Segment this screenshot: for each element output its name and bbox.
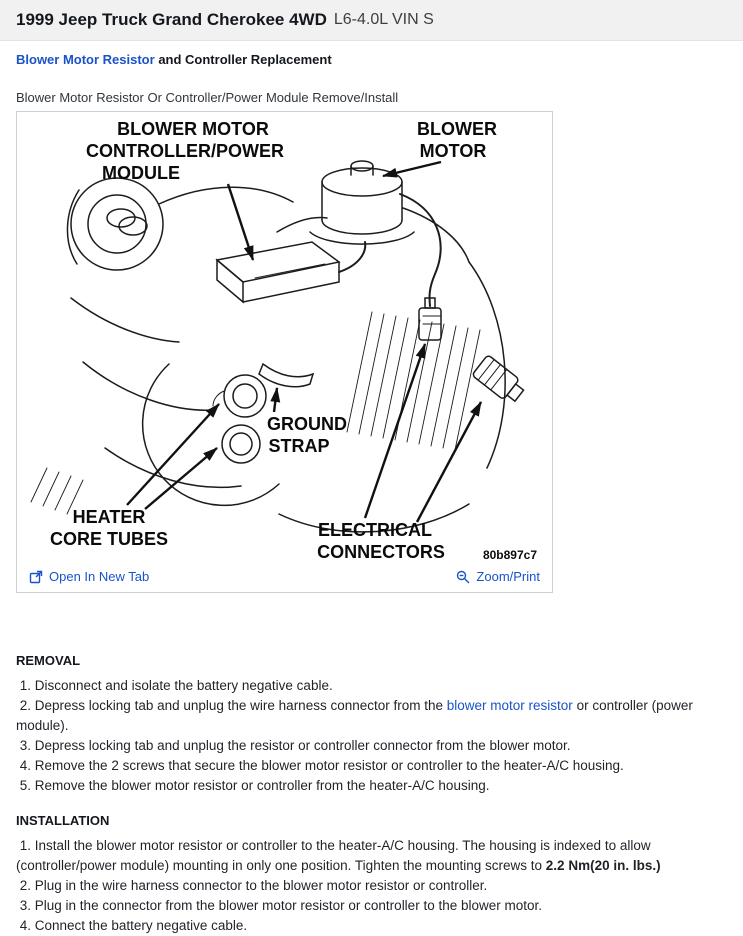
label-blower-line1: BLOWER bbox=[417, 119, 497, 139]
open-in-new-tab-icon bbox=[29, 570, 43, 584]
procedure-step bbox=[16, 696, 727, 736]
step-text: 4. Connect the battery negative cable. bbox=[16, 918, 248, 933]
procedure-step bbox=[16, 736, 727, 756]
installation-heading: INSTALLATION bbox=[16, 813, 110, 828]
breadcrumb-link-blower-motor-resistor[interactable]: Blower Motor Resistor bbox=[16, 52, 155, 67]
open-in-new-tab-link[interactable] bbox=[29, 569, 149, 584]
inline-link-blower-motor-resistor[interactable]: blower motor resistor bbox=[446, 698, 573, 713]
label-electrical-line2: CONNECTORS bbox=[317, 542, 445, 562]
zoom-print-link[interactable] bbox=[456, 569, 540, 584]
label-blower-line2: MOTOR bbox=[419, 141, 487, 161]
label-heater-line1: HEATER bbox=[72, 507, 146, 527]
diagram-labels bbox=[50, 119, 537, 562]
step-text: 2. Depress locking tab and unplug the wire harness connector from the bbox=[16, 698, 447, 713]
label-ground-line1: GROUND bbox=[267, 414, 347, 434]
step-text: 1. Disconnect and isolate the battery negative cable. bbox=[16, 678, 333, 693]
figure-id: 80b897c7 bbox=[482, 548, 537, 562]
page-title: 1999 Jeep Truck Grand Cherokee 4WD bbox=[16, 10, 327, 29]
label-ground-line2: STRAP bbox=[268, 436, 330, 456]
procedure-step bbox=[16, 876, 727, 896]
label-controller-line3: MODULE bbox=[102, 163, 180, 183]
step-text: 3. Plug in the connector from the blower motor resistor or controller to the blower motor. bbox=[16, 898, 543, 913]
procedure-step bbox=[16, 776, 727, 796]
breadcrumb-rest: and Controller Replacement bbox=[158, 52, 332, 67]
label-controller-line2: CONTROLLER/POWER bbox=[86, 141, 284, 161]
step-text: 5. Remove the blower motor resistor or controller from the heater-A/C housing. bbox=[16, 778, 490, 793]
step-text: or controller (power module). bbox=[16, 698, 697, 733]
procedure-step bbox=[16, 676, 727, 696]
procedure-step bbox=[16, 756, 727, 776]
removal-heading: REMOVAL bbox=[16, 653, 81, 668]
step-text: 3. Depress locking tab and unplug the resistor or controller connector from the blower motor. bbox=[16, 738, 571, 753]
zoom-icon bbox=[456, 570, 470, 584]
procedure-step bbox=[16, 916, 727, 936]
removal-steps bbox=[16, 676, 727, 796]
step-text: 4. Remove the 2 screws that secure the blower motor resistor or controller to the heater-A/C housing. bbox=[16, 758, 624, 773]
zoom-print-label: Zoom/Print bbox=[476, 569, 540, 584]
figure-caption: Blower Motor Resistor Or Controller/Power Module Remove/Install bbox=[16, 90, 399, 105]
procedure-step bbox=[16, 836, 727, 876]
figure-panel bbox=[16, 111, 553, 593]
label-controller-line1: BLOWER MOTOR bbox=[117, 119, 269, 139]
page-subtitle: L6-4.0L VIN S bbox=[333, 11, 434, 28]
installation-section bbox=[0, 813, 743, 936]
procedure-step bbox=[16, 896, 727, 916]
installation-steps bbox=[16, 836, 727, 936]
diagram-linework bbox=[31, 161, 527, 532]
step-text: 2. Plug in the wire harness connector to the blower motor resistor or controller. bbox=[16, 878, 488, 893]
torque-spec: 2.2 Nm(20 in. lbs.) bbox=[545, 858, 661, 873]
removal-section bbox=[0, 653, 743, 796]
figure-footer bbox=[17, 564, 552, 592]
step-text: 1. Install the blower motor resistor or controller to the heater-A/C housing. The housing is indexed to allow (controller/power module) mounting in only one position. Tighten the mounting screws to bbox=[16, 838, 655, 873]
label-electrical-line1: ELECTRICAL bbox=[318, 520, 432, 540]
page-header bbox=[0, 0, 743, 41]
breadcrumb bbox=[0, 41, 743, 67]
label-heater-line2: CORE TUBES bbox=[49, 529, 169, 549]
diagram-canvas bbox=[17, 112, 552, 564]
open-in-new-tab-label: Open In New Tab bbox=[49, 569, 150, 584]
